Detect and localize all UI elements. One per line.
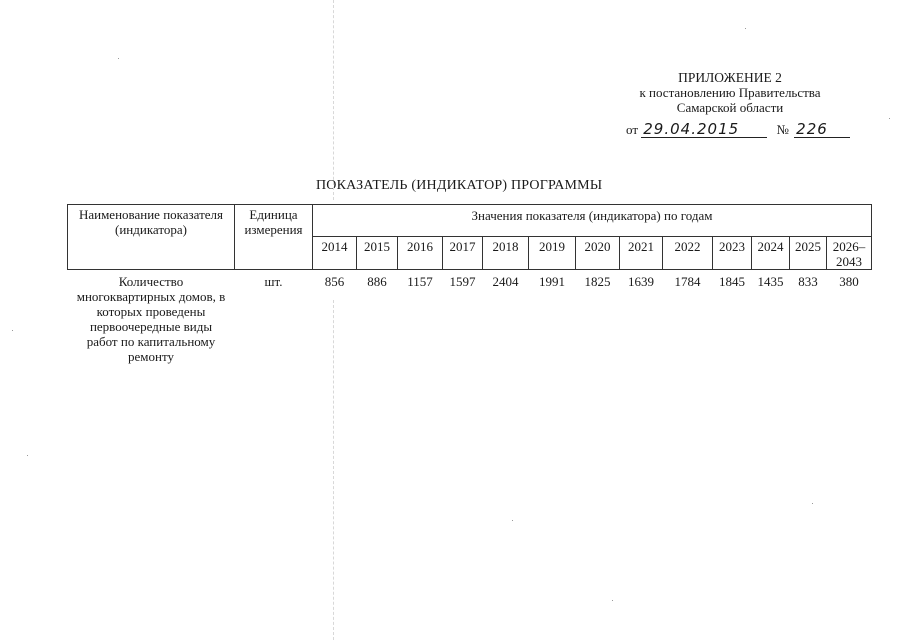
appendix-title: ПРИЛОЖЕНИЕ 2 (678, 70, 782, 85)
scan-speck (12, 330, 13, 331)
value-cell: 2404 (492, 274, 519, 289)
appendix-line-1: к постановлению Правительства (639, 85, 821, 100)
scan-speck (812, 503, 813, 504)
year-header: 2025 (790, 237, 827, 270)
scan-fold-line (333, 300, 334, 640)
handwritten-number: 226 (794, 121, 850, 138)
column-header-unit: Единица измерения (235, 205, 313, 270)
year-header: 2016 (398, 237, 443, 270)
appendix-block (600, 70, 860, 115)
value-cell: 1597 (449, 274, 476, 289)
year-header: 2014 (313, 237, 357, 270)
handwritten-date: 29.04.2015 (641, 121, 767, 138)
year-header: 2020 (576, 237, 620, 270)
year-header: 2021 (620, 237, 663, 270)
value-cell: 380 (839, 274, 859, 289)
year-header: 2026–2043 (827, 237, 872, 270)
column-header-name: Наименование показателя (индикатора) (68, 205, 235, 270)
scan-speck (612, 600, 613, 601)
appendix-line-2: Самарской области (676, 100, 784, 115)
document-title: ПОКАЗАТЕЛЬ (ИНДИКАТОР) ПРОГРАММЫ (316, 178, 603, 193)
scan-fold-line (333, 0, 334, 200)
year-header: 2022 (663, 237, 713, 270)
column-header-values: Значения показателя (индикатора) по годам (313, 205, 872, 237)
table-header-row (68, 205, 872, 237)
value-cell: 1639 (628, 274, 654, 289)
value-cell: 833 (798, 274, 818, 289)
scan-speck (512, 520, 513, 521)
number-prefix: № (776, 122, 789, 137)
scan-speck (889, 118, 890, 119)
indicator-table (67, 204, 872, 364)
value-cell: 856 (324, 274, 345, 289)
year-header: 2017 (443, 237, 483, 270)
date-prefix: от (626, 122, 639, 137)
year-header: 2024 (752, 237, 790, 270)
value-cell: 1784 (674, 274, 701, 289)
indicator-unit-cell: шт. (264, 274, 283, 289)
scan-speck (27, 455, 28, 456)
value-cell: 1435 (757, 274, 784, 289)
value-cell: 1991 (539, 274, 565, 289)
value-cell: 1845 (719, 274, 745, 289)
indicator-name-cell: Количество многоквартирных домов, в которых проведены первоочередные виды работ по капитальному ремонту (76, 274, 226, 364)
scan-speck (118, 58, 119, 59)
resolution-date-line (626, 121, 856, 138)
year-header: 2018 (483, 237, 529, 270)
scan-speck (745, 28, 746, 29)
year-header: 2015 (357, 237, 398, 270)
value-cell: 1157 (407, 274, 433, 289)
year-header: 2019 (529, 237, 576, 270)
table-row (68, 270, 872, 365)
value-cell: 1825 (584, 274, 611, 289)
value-cell: 886 (367, 274, 387, 289)
year-header: 2023 (713, 237, 752, 270)
